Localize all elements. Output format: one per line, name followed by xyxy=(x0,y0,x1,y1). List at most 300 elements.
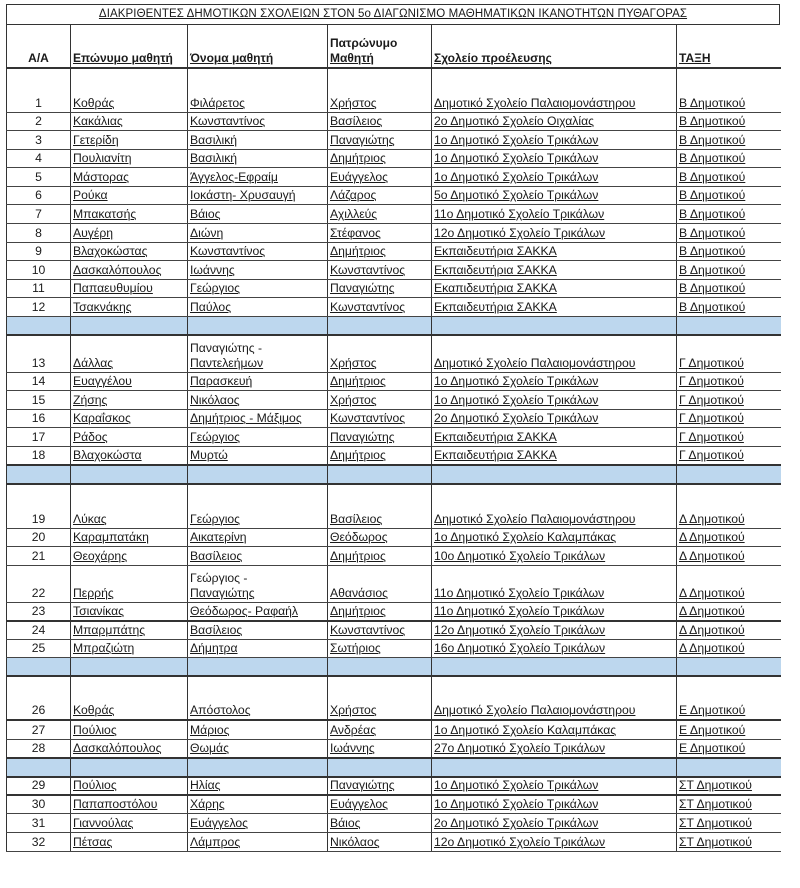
cell-school-text: Δημοτικό Σχολείο Παλαιομονάστηρου xyxy=(434,355,636,370)
table-row xyxy=(7,186,781,205)
cell-grade-text: Γ Δημοτικού xyxy=(679,374,744,389)
cell-grade xyxy=(677,112,781,131)
cell-surname-text: Ρούκα xyxy=(73,188,108,203)
cell-father-text: Αθανάσιος xyxy=(330,585,388,600)
cell-surname-text: Βλαχοκώστας xyxy=(73,244,148,259)
cell-grade-text: Ε Δημοτικού xyxy=(679,703,746,718)
cell-surname-text: Ευαγγέλου xyxy=(73,374,132,389)
table-row xyxy=(7,565,781,602)
cell-father-text: Βασίλειος xyxy=(330,114,383,129)
cell-aa-text: 31 xyxy=(31,815,46,830)
cell-surname xyxy=(71,777,188,796)
separator-cell xyxy=(432,658,677,677)
cell-school-text: 2ο Δημοτικό Σχολείο Οιχαλίας xyxy=(434,114,595,129)
cell-surname xyxy=(71,565,188,602)
cell-surname-text: Τσακνάκης xyxy=(73,300,132,315)
cell-aa-text: 27 xyxy=(31,722,46,737)
cell-school-text: 5ο Δημοτικό Σχολείο Τρικάλων xyxy=(434,188,599,203)
cell-father xyxy=(328,428,432,447)
cell-surname-text: Κοθράς xyxy=(73,95,115,110)
cell-surname xyxy=(71,279,188,298)
cell-name-text: Ιωάννης xyxy=(190,262,235,277)
cell-name-text: Διώνη xyxy=(190,225,224,240)
cell-school xyxy=(432,261,677,280)
cell-father-text: Χρήστος xyxy=(330,95,377,110)
cell-father xyxy=(328,814,432,833)
cell-name-text: Απόστολος xyxy=(190,703,251,718)
cell-father-text: Χρήστος xyxy=(330,355,377,370)
cell-aa xyxy=(7,528,71,547)
cell-grade xyxy=(677,795,781,814)
table-row xyxy=(7,261,781,280)
cell-aa-text: 15 xyxy=(31,392,46,407)
cell-father xyxy=(328,186,432,205)
cell-surname-text: Γιαννούλας xyxy=(73,815,134,830)
cell-father xyxy=(328,777,432,796)
cell-grade-text: Γ Δημοτικού xyxy=(679,448,744,462)
cell-school-text: 1ο Δημοτικό Σχολείο Τρικάλων xyxy=(434,797,599,812)
cell-aa-text: 4 xyxy=(35,151,42,166)
cell-surname xyxy=(71,149,188,168)
cell-school-text: Δημοτικό Σχολείο Παλαιομονάστηρου xyxy=(434,95,636,110)
cell-name-text: Παντελεήμων xyxy=(190,355,264,370)
cell-name-text: Ηλίας xyxy=(190,778,221,793)
cell-school xyxy=(432,814,677,833)
cell-school-text: 1ο Δημοτικό Σχολείο Τρικάλων xyxy=(434,132,599,147)
cell-father xyxy=(328,391,432,410)
cell-name xyxy=(188,528,328,547)
table-row xyxy=(7,639,781,658)
cell-surname xyxy=(71,409,188,428)
cell-school-text: 1ο Δημοτικό Σχολείο Τρικάλων xyxy=(434,151,599,166)
separator-cell xyxy=(677,758,781,777)
cell-name-text: Ιοκάστη- Χρυσαυγή xyxy=(190,188,296,203)
cell-surname-text: Πούλιος xyxy=(73,778,117,793)
cell-father-text: Δημήτριος xyxy=(330,374,386,389)
cell-school xyxy=(432,565,677,602)
table-row xyxy=(7,298,781,317)
cell-name-text: Παύλος xyxy=(190,300,232,315)
cell-grade-text: ΣΤ Δημοτικού xyxy=(679,834,752,849)
separator-cell xyxy=(677,317,781,336)
cell-name xyxy=(188,602,328,621)
cell-grade-text: Β Δημοτικού xyxy=(679,188,746,203)
cell-name xyxy=(188,131,328,150)
cell-aa xyxy=(7,547,71,566)
cell-surname xyxy=(71,832,188,851)
cell-surname xyxy=(71,676,188,720)
cell-grade-text: Δ Δημοτικού xyxy=(679,641,745,656)
separator-cell xyxy=(188,758,328,777)
cell-father xyxy=(328,602,432,621)
cell-name-text: Μάριος xyxy=(190,722,230,737)
cell-father xyxy=(328,528,432,547)
cell-father xyxy=(328,621,432,640)
cell-aa-text: 20 xyxy=(31,530,46,545)
cell-father xyxy=(328,795,432,814)
cell-aa-text: 24 xyxy=(31,622,46,637)
cell-grade-text: Δ Δημοτικού xyxy=(679,548,745,563)
cell-grade-text: Γ Δημοτικού xyxy=(679,355,744,370)
cell-school-text: 1ο Δημοτικό Σχολείο Τρικάλων xyxy=(434,778,599,793)
cell-surname-text: Ζήσης xyxy=(73,392,108,407)
cell-school xyxy=(432,149,677,168)
cell-father xyxy=(328,242,432,261)
cell-aa xyxy=(7,602,71,621)
cell-surname-text: Δάλλας xyxy=(73,355,114,370)
cell-school-text: 1ο Δημοτικό Σχολείο Τρικάλων xyxy=(434,169,599,184)
cell-name-text: Γεώργιος xyxy=(190,281,241,296)
cell-grade-text: Β Δημοτικού xyxy=(679,151,746,166)
cell-aa-text: 17 xyxy=(31,429,46,444)
cell-grade-text: Β Δημοτικού xyxy=(679,262,746,277)
cell-surname xyxy=(71,391,188,410)
cell-aa xyxy=(7,186,71,205)
cell-name-text: Κωνσταντίνος xyxy=(190,114,266,129)
cell-father xyxy=(328,739,432,758)
cell-aa xyxy=(7,428,71,447)
cell-grade xyxy=(677,149,781,168)
separator-cell xyxy=(432,465,677,484)
table-row xyxy=(7,391,781,410)
cell-school-text: 11ο Δημοτικό Σχολείο Τρικάλων xyxy=(434,603,605,618)
cell-school xyxy=(432,832,677,851)
cell-grade-text: Β Δημοτικού xyxy=(679,132,746,147)
cell-grade xyxy=(677,335,781,372)
cell-school-text: 1ο Δημοτικό Σχολείο Τρικάλων xyxy=(434,392,599,407)
cell-school xyxy=(432,372,677,391)
cell-grade xyxy=(677,814,781,833)
cell-grade xyxy=(677,279,781,298)
cell-aa xyxy=(7,261,71,280)
cell-grade xyxy=(677,168,781,187)
cell-school-text: Εκπαιδευτήρια ΣΑΚΚΑ xyxy=(434,244,557,259)
separator-cell xyxy=(7,317,71,336)
table-row xyxy=(7,739,781,758)
cell-school xyxy=(432,639,677,658)
cell-school-text: 12ο Δημοτικό Σχολείο Τρικάλων xyxy=(434,225,606,240)
table-row xyxy=(7,621,781,640)
cell-grade xyxy=(677,224,781,243)
separator-cell xyxy=(7,758,71,777)
cell-name-text: Θεόδωρος- Ραφαήλ xyxy=(190,603,299,618)
cell-father xyxy=(328,547,432,566)
cell-school xyxy=(432,168,677,187)
cell-aa-text: 1 xyxy=(35,95,42,110)
cell-surname-text: Πέτσας xyxy=(73,834,113,849)
cell-grade-text: Γ Δημοτικού xyxy=(679,411,744,426)
cell-school xyxy=(432,224,677,243)
table-row xyxy=(7,428,781,447)
cell-name xyxy=(188,242,328,261)
cell-name xyxy=(188,547,328,566)
cell-name-text: Βασίλειος xyxy=(190,548,243,563)
cell-surname-text: Δασκαλόπουλος xyxy=(73,262,162,277)
cell-school-text: 1ο Δημοτικό Σχολείο Καλαμπάκας xyxy=(434,722,617,737)
cell-surname-text: Παπαευθυμίου xyxy=(73,281,153,296)
cell-grade-text: ΣΤ Δημοτικού xyxy=(679,815,752,830)
header-aa: Α/Α xyxy=(7,25,71,68)
cell-aa xyxy=(7,777,71,796)
cell-school xyxy=(432,279,677,298)
cell-aa-text: 32 xyxy=(31,834,46,849)
table-row xyxy=(7,68,781,112)
cell-father-text: Δημήτριος xyxy=(330,244,386,259)
cell-name xyxy=(188,832,328,851)
table-row xyxy=(7,832,781,851)
cell-father-text: Κωνσταντίνος xyxy=(330,262,406,277)
cell-surname xyxy=(71,261,188,280)
cell-name xyxy=(188,261,328,280)
header-grade: ΤΑΞΗ xyxy=(677,25,781,68)
cell-grade xyxy=(677,621,781,640)
table-row xyxy=(7,112,781,131)
cell-aa-text: 28 xyxy=(31,740,46,755)
cell-grade xyxy=(677,186,781,205)
cell-aa xyxy=(7,68,71,112)
cell-aa-text: 16 xyxy=(31,411,46,426)
cell-name xyxy=(188,484,328,528)
cell-aa xyxy=(7,409,71,428)
cell-aa xyxy=(7,639,71,658)
cell-father xyxy=(328,565,432,602)
cell-grade xyxy=(677,261,781,280)
cell-surname xyxy=(71,205,188,224)
cell-grade-text: Δ Δημοτικού xyxy=(679,585,745,600)
cell-grade-text: Ε Δημοτικού xyxy=(679,722,746,737)
cell-name-line1: Παναγιώτης - xyxy=(190,340,263,355)
cell-father-text: Ιωάννης xyxy=(330,740,375,755)
cell-father-text: Δημήτριος xyxy=(330,151,386,166)
cell-father-text: Σωτήριος xyxy=(330,641,381,656)
separator-cell xyxy=(432,317,677,336)
cell-school xyxy=(432,186,677,205)
cell-school xyxy=(432,391,677,410)
cell-grade xyxy=(677,409,781,428)
table-row xyxy=(7,484,781,528)
table-row xyxy=(7,446,781,465)
cell-surname xyxy=(71,528,188,547)
cell-school xyxy=(432,409,677,428)
cell-grade-text: Β Δημοτικού xyxy=(679,207,746,222)
group-separator-row xyxy=(7,465,781,484)
cell-surname-text: Ράδος xyxy=(73,429,108,444)
separator-cell xyxy=(677,658,781,677)
cell-aa xyxy=(7,391,71,410)
cell-surname xyxy=(71,621,188,640)
cell-aa xyxy=(7,335,71,372)
table-row xyxy=(7,528,781,547)
cell-father-text: Ευάγγελος xyxy=(330,169,389,184)
cell-school xyxy=(432,112,677,131)
cell-aa xyxy=(7,224,71,243)
cell-school xyxy=(432,795,677,814)
cell-school xyxy=(432,484,677,528)
cell-grade xyxy=(677,446,781,465)
cell-name xyxy=(188,205,328,224)
cell-grade-text: Δ Δημοτικού xyxy=(679,622,745,637)
cell-aa xyxy=(7,676,71,720)
cell-name xyxy=(188,186,328,205)
cell-father xyxy=(328,149,432,168)
cell-name-text: Δημήτριος - Μάξιμος xyxy=(190,411,302,426)
table-row xyxy=(7,720,781,739)
cell-grade-text: Β Δημοτικού xyxy=(679,169,746,184)
separator-cell xyxy=(328,465,432,484)
cell-name xyxy=(188,409,328,428)
results-table xyxy=(6,25,781,852)
cell-name-text: Βασιλική xyxy=(190,132,238,147)
cell-father-text: Δημήτριος xyxy=(330,603,386,618)
cell-father-text: Χρήστος xyxy=(330,703,377,718)
cell-name-text: Άγγελος-Εφραίμ xyxy=(190,169,278,184)
cell-aa xyxy=(7,112,71,131)
cell-father-text: Λάζαρος xyxy=(330,188,377,203)
table-row xyxy=(7,224,781,243)
cell-school-text: Εκπαιδευτήρια ΣΑΚΚΑ xyxy=(434,262,557,277)
table-row xyxy=(7,131,781,150)
cell-name-text: Παναγιώτης xyxy=(190,585,255,600)
cell-aa xyxy=(7,205,71,224)
table-body xyxy=(7,68,781,851)
cell-name xyxy=(188,565,328,602)
cell-name xyxy=(188,739,328,758)
cell-aa xyxy=(7,621,71,640)
cell-father xyxy=(328,298,432,317)
cell-grade-text: Δ Δημοτικού xyxy=(679,511,745,526)
cell-aa-text: 11 xyxy=(32,281,45,296)
cell-father-text: Παναγιώτης xyxy=(330,132,395,147)
cell-grade-text: Β Δημοτικού xyxy=(679,114,746,129)
table-row xyxy=(7,205,781,224)
cell-grade xyxy=(677,639,781,658)
cell-aa-text: 26 xyxy=(31,703,46,718)
cell-school xyxy=(432,335,677,372)
cell-school-text: Εκπαιδευτήρια ΣΑΚΚΑ xyxy=(434,448,557,462)
cell-father xyxy=(328,832,432,851)
cell-aa-text: 29 xyxy=(31,778,46,793)
cell-surname-text: Λύκας xyxy=(73,511,107,526)
cell-aa-text: 25 xyxy=(31,641,46,656)
cell-surname-text: Πούλιος xyxy=(73,722,117,737)
cell-aa-text: 12 xyxy=(31,300,46,315)
table-row xyxy=(7,795,781,814)
cell-surname-text: Αυγέρη xyxy=(73,225,114,240)
cell-name-text: Κωνσταντίνος xyxy=(190,244,266,259)
cell-aa-text: 8 xyxy=(35,225,42,240)
table-row xyxy=(7,676,781,720)
cell-grade xyxy=(677,484,781,528)
cell-aa-text: 5 xyxy=(35,169,42,184)
cell-aa-text: 3 xyxy=(35,132,42,147)
cell-father xyxy=(328,131,432,150)
cell-grade xyxy=(677,298,781,317)
cell-name xyxy=(188,149,328,168)
cell-surname xyxy=(71,186,188,205)
cell-school-text: 1ο Δημοτικό Σχολείο Τρικάλων xyxy=(434,374,599,389)
cell-grade-text: Γ Δημοτικού xyxy=(679,429,744,444)
cell-father xyxy=(328,676,432,720)
sheet-title: ΔΙΑΚΡΙΘΕΝΤΕΣ ΔΗΜΟΤΙΚΩΝ ΣΧΟΛΕΙΩΝ ΣΤΟΝ 5ο ΔΙΑΓΩΝΙΣΜΟ ΜΑΘΗΜΑΤΙΚΩΝ ΙΚΑΝΟΤΗΤΩΝ ΠΥΘΑΓΟΡΑΣ xyxy=(6,4,780,25)
cell-father-text: Κωνσταντίνος xyxy=(330,622,406,637)
cell-father xyxy=(328,335,432,372)
cell-father-text: Δημήτριος xyxy=(330,448,386,462)
cell-father xyxy=(328,205,432,224)
cell-grade xyxy=(677,372,781,391)
cell-grade-text: Γ Δημοτικού xyxy=(679,392,744,407)
header-school: Σχολείο προέλευσης xyxy=(432,25,677,68)
cell-father-text: Παναγιώτης xyxy=(330,281,395,296)
cell-aa xyxy=(7,484,71,528)
cell-name xyxy=(188,391,328,410)
cell-surname xyxy=(71,428,188,447)
cell-father-text: Στέφανος xyxy=(330,225,381,240)
cell-school xyxy=(432,428,677,447)
header-name: Όνομα μαθητή xyxy=(188,25,328,68)
separator-cell xyxy=(71,317,188,336)
cell-father xyxy=(328,446,432,465)
cell-father-text: Βασίλειος xyxy=(330,511,383,526)
cell-aa xyxy=(7,446,71,465)
cell-grade xyxy=(677,391,781,410)
cell-name-text: Γεώργιος xyxy=(190,511,241,526)
header-father xyxy=(328,25,432,68)
cell-father-text: Αχιλλεύς xyxy=(330,207,378,222)
cell-name xyxy=(188,335,328,372)
cell-school-text: 2ο Δημοτικό Σχολείο Τρικάλων xyxy=(434,815,599,830)
separator-cell xyxy=(188,317,328,336)
separator-cell xyxy=(328,317,432,336)
cell-name xyxy=(188,279,328,298)
cell-surname xyxy=(71,168,188,187)
cell-name xyxy=(188,621,328,640)
cell-surname-text: Τσιανίκας xyxy=(73,603,125,618)
table-row xyxy=(7,335,781,372)
cell-father-text: Παναγιώτης xyxy=(330,429,395,444)
table-row xyxy=(7,777,781,796)
cell-name-line1: Γεώργιος - xyxy=(190,570,248,585)
separator-cell xyxy=(328,758,432,777)
cell-school-text: Δημοτικό Σχολείο Παλαιομονάστηρου xyxy=(434,511,636,526)
separator-cell xyxy=(677,465,781,484)
cell-father-text: Θεόδωρος xyxy=(330,530,388,545)
cell-surname-text: Μπαρμπάτης xyxy=(73,622,146,637)
cell-grade xyxy=(677,832,781,851)
cell-surname xyxy=(71,446,188,465)
cell-grade-text: Β Δημοτικού xyxy=(679,300,746,315)
cell-grade-text: Β Δημοτικού xyxy=(679,95,746,110)
cell-father xyxy=(328,224,432,243)
cell-father xyxy=(328,720,432,739)
table-row xyxy=(7,149,781,168)
cell-name-text: Γεώργιος xyxy=(190,429,241,444)
cell-father-text: Νικόλαος xyxy=(330,834,380,849)
table-row xyxy=(7,279,781,298)
cell-school-text: 12ο Δημοτικό Σχολείο Τρικάλων xyxy=(434,834,606,849)
separator-cell xyxy=(71,658,188,677)
table-row xyxy=(7,814,781,833)
separator-cell xyxy=(432,758,677,777)
cell-school-text: 16ο Δημοτικό Σχολείο Τρικάλων xyxy=(434,641,606,656)
separator-cell xyxy=(188,465,328,484)
cell-father xyxy=(328,409,432,428)
cell-school-text: 12ο Δημοτικό Σχολείο Τρικάλων xyxy=(434,622,606,637)
cell-aa-text: 9 xyxy=(35,244,42,259)
cell-grade-text: ΣΤ Δημοτικού xyxy=(679,797,752,812)
cell-name-text: Φιλάρετος xyxy=(190,95,246,110)
cell-name xyxy=(188,168,328,187)
cell-school xyxy=(432,676,677,720)
